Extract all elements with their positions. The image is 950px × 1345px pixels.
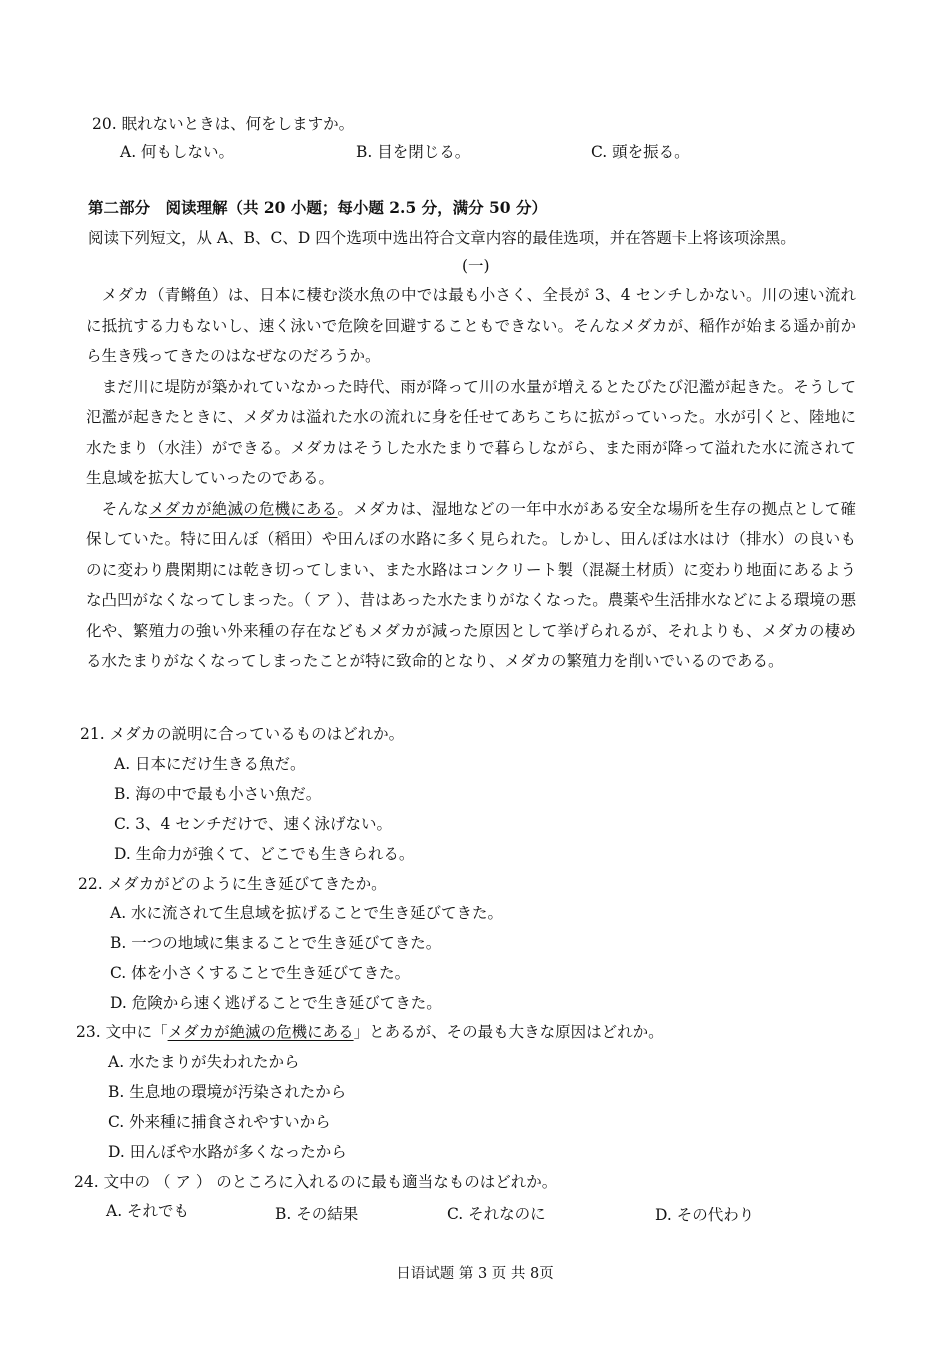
underlined-phrase: メダカが絶滅の危機にある bbox=[148, 499, 338, 518]
section-instruction: 阅读下列短文，从 A、B、C、D 四个选项中选出符合文章内容的最佳选项，并在答题卡上将该项涂黑。 bbox=[88, 229, 796, 247]
q21-option-c: C. 3、4 センチだけで、速く泳げない。 bbox=[114, 815, 393, 833]
passage-paragraph-3 bbox=[86, 494, 856, 677]
question-20: 20. 眠れないときは、何をしますか。 bbox=[92, 115, 355, 133]
q23-underlined-phrase: メダカが絶滅の危機にある bbox=[167, 1023, 354, 1041]
section-title: 第二部分 阅读理解（共 20 小题；每小题 2.5 分，满分 50 分） bbox=[88, 198, 547, 217]
q23-option-d: D. 田んぼや水路が多くなったから bbox=[108, 1143, 347, 1161]
page-footer: 日语试题 第 3 页 共 8页 bbox=[396, 1266, 554, 1282]
passage-paragraph-2: まだ川に堤防が築かれていなかった時代、雨が降って川の水量が増えるとたびたび氾濫が起きた。そうして氾濫が起きたときに、メダカは溢れた水の流れに身を任せてあちこちに拡がっていった。水が引くと、陸地に水たまり（水洼）ができる。メダカはそうした水たまりで暮らしながら、また雨が降って溢れた水に流されて生息域を拡大していったのである。 bbox=[86, 377, 856, 487]
question-24: 24. 文中の （ ア ） のところに入れるのに最も適当なものはどれか。 bbox=[74, 1173, 558, 1191]
question-23 bbox=[76, 1022, 664, 1042]
question-21: 21. メダカの説明に合っているものはどれか。 bbox=[80, 725, 405, 743]
q24-option-d: D. その代わり bbox=[655, 1206, 755, 1224]
q22-option-a: A. 水に流されて生息域を拡げることで生き延びてきた。 bbox=[110, 904, 504, 922]
paragraph-3-lead: そんな bbox=[86, 499, 149, 518]
q20-option-a: A. 何もしない。 bbox=[120, 143, 235, 161]
q23-option-c: C. 外来種に捕食されやすいから bbox=[108, 1113, 331, 1131]
q23-lead: 23. 文中に「 bbox=[76, 1023, 168, 1041]
q21-option-a: A. 日本にだけ生きる魚だ。 bbox=[114, 755, 306, 773]
paragraph-3-body: 。メダカは、湿地などの一年中水がある安全な場所を生存の拠点として確保していた。特に田んぼ（稻田）や田んぼの水路に多く見られた。しかし、田んぼは水はけ（排水）の良いものに変わり農閑期には乾き切ってしまい、また水路はコンクリート製（混凝土材质）に変わり地面にあるような凸凹がなくなってしまった。（ ア ）、昔はあった水たまりがなくなった。農薬や生活排水などによる環境の悪化や、繁殖力の強い外来種の存在などもメダカが減った原因として挙げられるが、それよりも、メダカの棲める水たまりがなくなってしまったことが特に致命的となり、メダカの繁殖力を削いでいるのである。 bbox=[86, 499, 856, 670]
q24-option-b: B. その結果 bbox=[275, 1205, 359, 1223]
q20-option-c: C. 頭を振る。 bbox=[591, 143, 690, 161]
q23-option-a: A. 水たまりが失われたから bbox=[108, 1053, 300, 1071]
q24-option-a: A. それでも bbox=[106, 1202, 190, 1220]
q23-option-b: B. 生息地の環境が汚染されたから bbox=[108, 1083, 347, 1101]
q21-option-d: D. 生命力が強くて、どこでも生きられる。 bbox=[114, 845, 415, 863]
q24-option-c: C. それなのに bbox=[447, 1205, 546, 1223]
q23-tail: 」とあるが、その最も大きな原因はどれか。 bbox=[353, 1023, 664, 1041]
passage-paragraph-1: メダカ（青鳉鱼）は、日本に棲む淡水魚の中では最も小さく、全長が 3、4 センチしかない。川の速い流れに抵抗する力もないし、速く泳いで危険を回避することもできない。そんなメダカが、稲作が始まる遥か前から生き残ってきたのはなぜなのだろうか。 bbox=[86, 286, 856, 365]
q22-option-b: B. 一つの地域に集まることで生き延びてきた。 bbox=[110, 934, 442, 952]
q20-option-b: B. 目を閉じる。 bbox=[356, 143, 471, 161]
reading-passage bbox=[86, 280, 856, 677]
q22-option-c: C. 体を小さくすることで生き延びてきた。 bbox=[110, 964, 411, 982]
question-22: 22. メダカがどのように生き延びてきたか。 bbox=[78, 875, 387, 893]
q22-option-d: D. 危険から速く逃げることで生き延びてきた。 bbox=[110, 994, 442, 1012]
q21-option-b: B. 海の中で最も小さい魚だ。 bbox=[114, 785, 322, 803]
passage-number: (一) bbox=[462, 257, 490, 275]
